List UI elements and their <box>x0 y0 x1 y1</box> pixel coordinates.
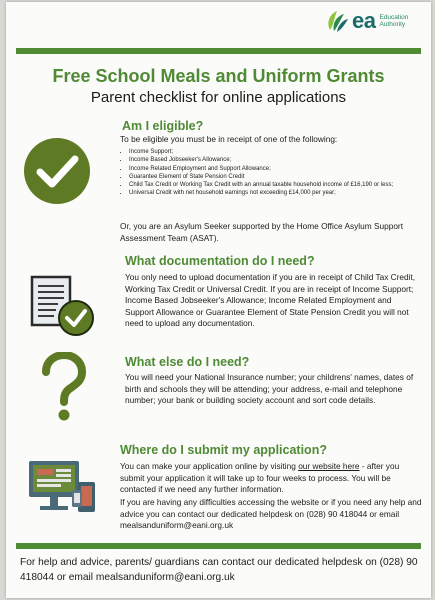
submit-body <box>120 461 422 496</box>
submit-heading: Where do I submit my application? <box>120 443 327 457</box>
logo-subtitle-line2: Authority <box>379 21 406 28</box>
else-heading: What else do I need? <box>125 355 250 369</box>
list-item: • Universal Credit with net household earnings not exceeding £14,000 per year; <box>129 189 420 197</box>
question-mark-icon <box>38 352 88 424</box>
page-subtitle: Parent checklist for online applications <box>90 89 347 106</box>
education-authority-logo <box>324 8 419 34</box>
list-item: • Income Support; <box>129 148 420 156</box>
bottom-divider-bar <box>16 543 421 549</box>
website-link[interactable]: our website here <box>298 461 360 471</box>
document-check-icon <box>26 272 104 344</box>
top-divider-bar <box>16 48 421 54</box>
eligible-asylum-text: Or, you are an Asylum Seeker supported by the Home Office Asylum Support Assessment Team (ASAT). <box>120 221 404 243</box>
logo-subtitle-line1: Education <box>379 14 409 21</box>
documentation-heading: What documentation do I need? <box>125 254 315 268</box>
submit-body-end: - after you submit your application it will take up to four weeks to process. You will be contacted if we need any further information. <box>120 461 400 495</box>
footer-helpdesk-text: For help and advice, parents/ guardians can contact our dedicated helpdesk on (028) 90 418044 or email mealsanduniform@eani.org.uk <box>20 557 418 583</box>
list-item: • Guarantee Element of State Pension Credit <box>129 173 420 181</box>
logo-subtitle <box>379 14 419 28</box>
flyer-page <box>6 2 431 598</box>
list-item: • Income Based Jobseeker's Allowance; <box>129 156 420 164</box>
eligible-heading: Am I eligible? <box>122 119 204 133</box>
else-body: You will need your National Insurance number; your childrens' names, dates of birth and schools they will be attending; your address, e-mail and telephone number; your bank or building society account and sort code details. <box>125 372 414 406</box>
documentation-body: You only need to upload documentation if you are in receipt of Child Tax Credit, Working Tax Credit or Universal Credit. If you are in receipt of Income Support; Income Based Jobseeker's Allowance; Income Related Employment and Support Allowance or Guarantee Element of State Pension Credit you will not need to upload any documentation. <box>125 272 416 329</box>
computer-devices-icon <box>26 458 98 522</box>
checkmark-circle-icon <box>23 137 91 205</box>
list-item: • Income Related Employment and Support Allowance; <box>129 165 420 173</box>
logo-wordmark: ea <box>352 8 376 33</box>
submit-help: If you are having any difficulties accessing the website or if you need any help and advice you can contact our dedicated helpdesk on (028) 90 418044 or email mealsanduniform@eani.org.uk <box>120 497 422 531</box>
page-title: Free School Meals and Uniform Grants <box>52 66 385 86</box>
eligible-list <box>120 148 420 198</box>
ea-leaf-icon <box>324 8 350 34</box>
eligible-intro: To be eligible you must be in receipt of one of the following: <box>120 134 338 144</box>
submit-body-start: You can make your application online by visiting <box>120 461 299 471</box>
list-item: • Child Tax Credit or Working Tax Credit with an annual taxable household income of £16,190 or less; <box>129 181 420 189</box>
